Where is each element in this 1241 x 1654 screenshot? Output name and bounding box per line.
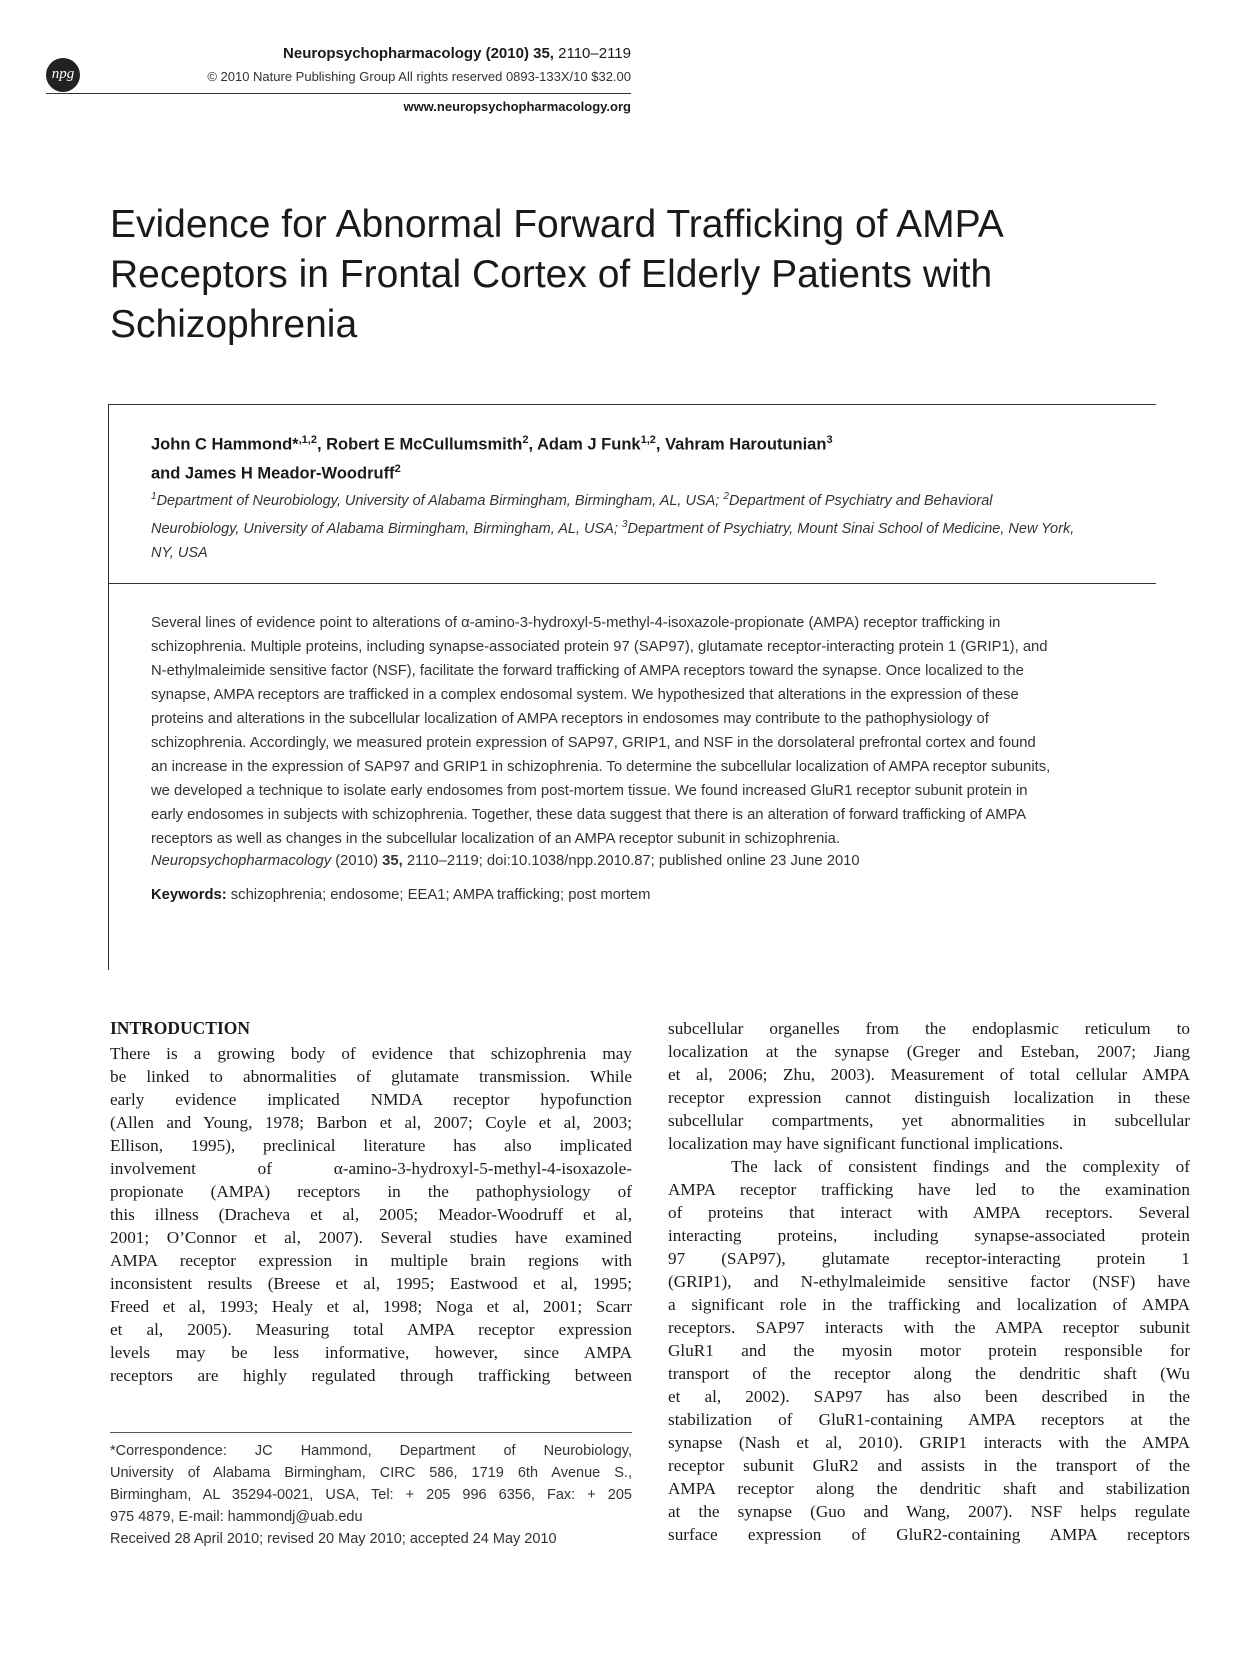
journal-pages: 2110–2119 [553, 45, 631, 62]
body-text-line: Freed et al, 1993; Healy et al, 1998; Noga et al, 2001; Scarr [110, 1297, 632, 1316]
correspondence-footnote [110, 1440, 632, 1550]
body-text-line: The lack of consistent findings and the complexity of [668, 1157, 1190, 1176]
affiliation-text: NY, USA [151, 544, 208, 561]
body-text-line: involvement of α-amino-3-hydroxyl-5-methyl-4-isoxazole- [110, 1159, 632, 1178]
author-affiliation-sup: ,1,2 [298, 434, 317, 446]
affiliation-text: Department of Psychiatry, Mount Sinai School of Medicine, New York, [627, 520, 1075, 537]
author-box-bottom-rule [108, 583, 1156, 584]
affiliation-text: Neurobiology, University of Alabama Birmingham, Birmingham, AL, USA; [151, 520, 622, 537]
body-text-line: et al, 2006; Zhu, 2003). Measurement of total cellular AMPA [668, 1065, 1190, 1084]
journal-citation-header [283, 45, 631, 62]
body-text-line: AMPA receptor along the dendritic shaft and stabilization [668, 1479, 1190, 1498]
body-text-line: be linked to abnormalities of glutamate transmission. While [110, 1067, 632, 1086]
abstract-line: early endosomes in subjects with schizophrenia. Together, these data suggest that there is an alteration of forward trafficking of AMPA [151, 807, 1027, 823]
body-text-line: AMPA receptor expression in multiple brain regions with [110, 1251, 632, 1270]
body-text-line: receptor subunit GluR2 and assists in the transport of the [668, 1456, 1190, 1475]
body-column-left [110, 1017, 632, 1387]
article-title [110, 200, 1110, 350]
abstract-line: an increase in the expression of SAP97 and GRIP1 in schizophrenia. To determine the subcellular localization of AMPA receptor subunits, [151, 759, 1051, 775]
body-text-line: (Allen and Young, 1978; Barbon et al, 2007; Coyle et al, 2003; [110, 1113, 632, 1132]
body-text-line: receptors. SAP97 interacts with the AMPA receptor subunit [668, 1318, 1190, 1337]
body-text-line: subcellular organelles from the endoplasmic reticulum to [668, 1019, 1190, 1038]
body-text-line: surface expression of GluR2-containing AMPA receptors [668, 1525, 1190, 1544]
footnote-line: 975 4879, E-mail: hammondj@uab.edu [110, 1509, 363, 1525]
intro-paragraph-right [668, 1017, 1190, 1546]
body-text-line: levels may be less informative, however, since AMPA [110, 1343, 632, 1362]
abstract-line: Several lines of evidence point to alterations of α-amino-3-hydroxyl-5-methyl-4-isoxazole-propionate (AMPA) receptor trafficking in [151, 615, 1001, 631]
abstract-line: N-ethylmaleimide sensitive factor (NSF), facilitate the forward trafficking of AMPA receptors toward the synapse. Once localized to the [151, 663, 1024, 679]
author-list [151, 428, 1141, 485]
section-heading-introduction: INTRODUCTION [110, 1018, 251, 1038]
title-line: Receptors in Frontal Cortex of Elderly Patients with [110, 253, 993, 296]
header-rule [46, 93, 631, 94]
body-text-line: subcellular compartments, yet abnormalities in subcellular [668, 1111, 1190, 1130]
body-text-line: et al, 2005). Measuring total AMPA receptor expression [110, 1320, 632, 1339]
affiliation-number: 1 [151, 491, 157, 502]
body-column-right [668, 1017, 1190, 1546]
title-line: Evidence for Abnormal Forward Trafficking of AMPA [110, 203, 1004, 246]
body-text-line: 2001; O’Connor et al, 2007). Several studies have examined [110, 1228, 632, 1247]
body-text-line: receptor expression cannot distinguish localization in these [668, 1088, 1190, 1107]
body-text-line: at the synapse (Guo and Wang, 2007). NSF helps regulate [668, 1502, 1190, 1521]
citation-volume: 35, [382, 853, 403, 869]
affiliation-number: 2 [723, 491, 729, 502]
intro-paragraph-left [110, 1042, 632, 1387]
author-affiliation-sup: 3 [826, 434, 833, 446]
body-text-line: inconsistent results (Breese et al, 1995; Eastwood et al, 1995; [110, 1274, 632, 1293]
keywords [151, 887, 651, 903]
author-box-top-rule [108, 404, 1156, 405]
abstract-line: receptors as well as changes in the subcellular localization of an AMPA receptor subunit in schizophrenia. [151, 831, 840, 847]
footnote-line: Received 28 April 2010; revised 20 May 2010; accepted 24 May 2010 [110, 1531, 557, 1547]
body-text-line: a significant role in the trafficking and localization of AMPA [668, 1295, 1190, 1314]
journal-name: Neuropsychopharmacology (2010) 35, [283, 45, 554, 62]
author-name: , Vahram Haroutunian [655, 435, 827, 454]
body-text-line: There is a growing body of evidence that schizophrenia may [110, 1044, 632, 1063]
footnote-line: *Correspondence: JC Hammond, Department of Neurobiology, [110, 1443, 632, 1459]
body-text-line: synapse (Nash et al, 2010). GRIP1 interacts with the AMPA [668, 1433, 1190, 1452]
author-name: John C Hammond* [151, 435, 299, 454]
affiliations [151, 485, 1151, 565]
body-text-line: localization may have significant functional implications. [668, 1134, 1064, 1153]
body-text-line: GluR1 and the myosin motor protein responsible for [668, 1341, 1190, 1360]
affiliation-text: Department of Neurobiology, University of Alabama Birmingham, Birmingham, AL, USA; [156, 492, 724, 509]
citation-year: (2010) [331, 853, 383, 869]
footnote-line: University of Alabama Birmingham, CIRC 586, 1719 6th Avenue S., [110, 1465, 632, 1481]
abstract-citation [151, 853, 860, 869]
body-text-line: early evidence implicated NMDA receptor hypofunction [110, 1090, 632, 1109]
body-text-line: transport of the receptor along the dendritic shaft (Wu [668, 1364, 1190, 1383]
abstract-line: synapse, AMPA receptors are trafficked in a complex endosomal system. We hypothesized that alterations in the expression of these [151, 687, 1019, 703]
body-text-line: stabilization of GluR1-containing AMPA receptors at the [668, 1410, 1190, 1429]
abstract [151, 611, 1151, 851]
author-affiliation-sup: 2 [522, 434, 529, 446]
keywords-text: schizophrenia; endosome; EEA1; AMPA trafficking; post mortem [226, 887, 651, 903]
body-text-line: this illness (Dracheva et al, 2005; Meador-Woodruff et al, [110, 1205, 632, 1224]
body-text-line: receptors are highly regulated through trafficking between [110, 1366, 632, 1385]
journal-website-link[interactable]: www.neuropsychopharmacology.org [403, 99, 631, 114]
abstract-line: proteins and alterations in the subcellular localization of AMPA receptors in endosomes may contribute to the pathophysiology of [151, 711, 989, 727]
body-text-line: 97 (SAP97), glutamate receptor-interacting protein 1 [668, 1249, 1190, 1268]
body-text-line: Ellison, 1995), preclinical literature has also implicated [110, 1136, 632, 1155]
affiliation-text: Department of Psychiatry and Behavioral [728, 492, 993, 509]
author-name: , Adam J Funk [528, 435, 641, 454]
abstract-line: we developed a technique to isolate early endosomes from post-mortem tissue. We found increased GluR1 receptor subunit protein in [151, 783, 1028, 799]
citation-details: 2110–2119; doi:10.1038/npp.2010.87; published online 23 June 2010 [402, 853, 860, 869]
npg-logo: npg [46, 58, 80, 92]
body-text-line: (GRIP1), and N-ethylmaleimide sensitive factor (NSF) have [668, 1272, 1190, 1291]
body-text-line: propionate (AMPA) receptors in the pathophysiology of [110, 1182, 632, 1201]
footnote-rule [110, 1432, 632, 1433]
body-text-line: of proteins that interact with AMPA receptors. Several [668, 1203, 1190, 1222]
author-affiliation-sup: 2 [394, 462, 401, 475]
author-name: , Robert E McCullumsmith [316, 435, 523, 454]
abstract-line: schizophrenia. Multiple proteins, including synapse-associated protein 97 (SAP97), glutamate receptor-interacting protein 1 (GRIP1), and [151, 639, 1048, 655]
body-text-line: interacting proteins, including synapse-associated protein [668, 1226, 1190, 1245]
author-affiliation-sup: 1,2 [640, 434, 656, 446]
author-name: and James H Meador-Woodruff [151, 464, 395, 482]
abstract-line: schizophrenia. Accordingly, we measured protein expression of SAP97, GRIP1, and NSF in the dorsolateral prefrontal cortex and found [151, 735, 1036, 751]
copyright-line: © 2010 Nature Publishing Group All rights reserved 0893-133X/10 $32.00 [207, 69, 631, 84]
keywords-label: Keywords: [151, 887, 227, 903]
title-line: Schizophrenia [110, 303, 358, 346]
footnote-line: Birmingham, AL 35294-0021, USA, Tel: + 205 996 6356, Fax: + 205 [110, 1487, 632, 1503]
body-text-line: localization at the synapse (Greger and Esteban, 2007; Jiang [668, 1042, 1190, 1061]
citation-journal: Neuropsychopharmacology [151, 853, 332, 869]
body-text-line: et al, 2002). SAP97 has also been described in the [668, 1387, 1190, 1406]
affiliation-number: 3 [621, 518, 628, 530]
body-text-line: AMPA receptor trafficking have led to the examination [668, 1180, 1190, 1199]
author-box-left-rule [108, 404, 109, 970]
